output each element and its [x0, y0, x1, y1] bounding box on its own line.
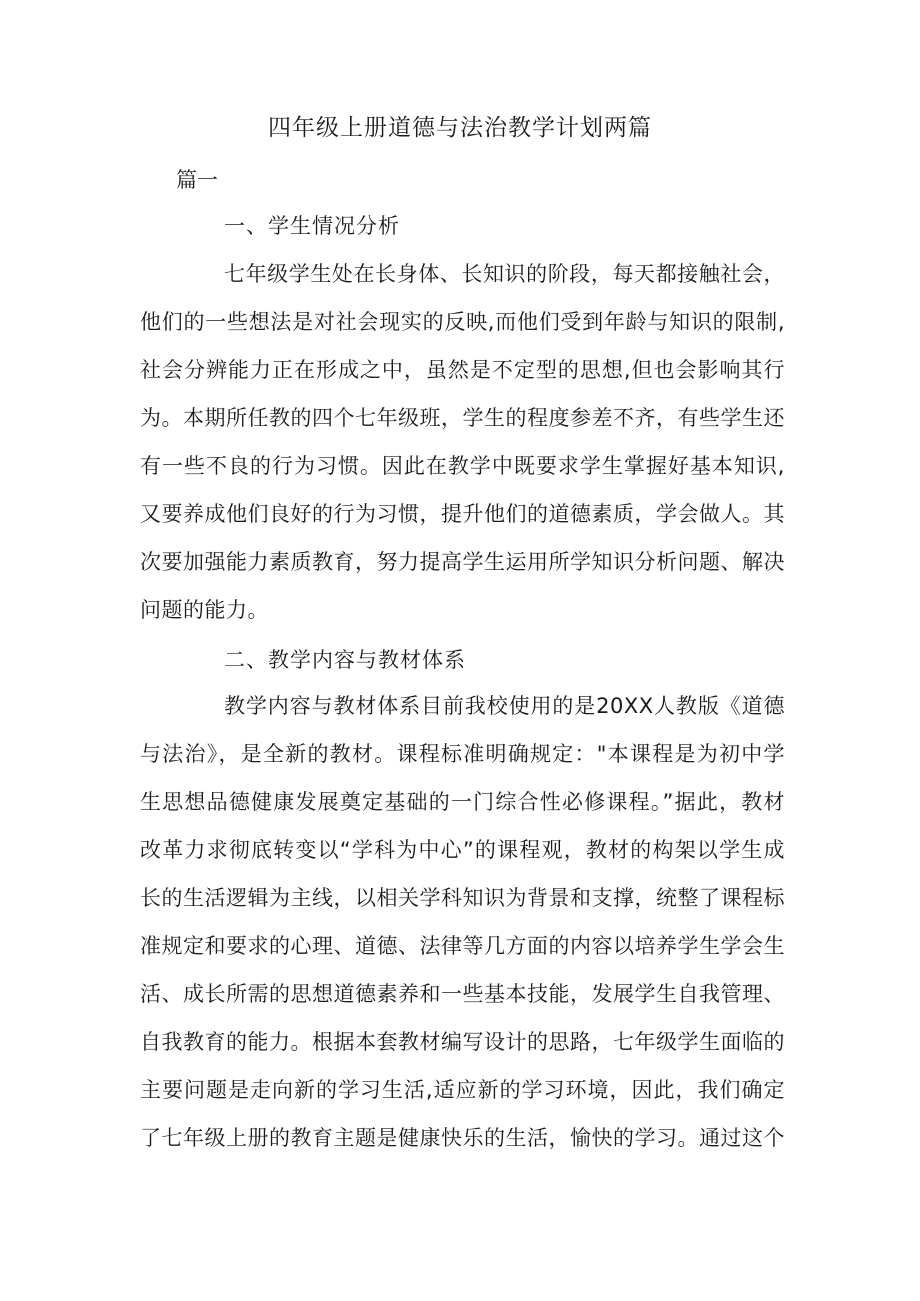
paragraph-line: 有一些不良的行为习惯。因此在教学中既要求学生掌握好基本知识,	[140, 454, 785, 478]
section-paragraph	[140, 682, 785, 1162]
paragraph-line: 活、成长所需的思想道德素养和一些基本技能，发展学生自我管理、	[140, 982, 785, 1006]
paragraph-line: 了七年级上册的教育主题是健康快乐的生活，愉快的学习。通过这个	[140, 1126, 785, 1150]
paragraph-line: 自我教育的能力。根据本套教材编写设计的思路，七年级学生面临的	[140, 1030, 785, 1054]
paragraph-line: 为。本期所任教的四个七年级班，学生的程度参差不齐，有些学生还	[140, 406, 785, 430]
paragraph-line: 长的生活逻辑为主线，以相关学科知识为背景和支撑，统整了课程标	[140, 886, 785, 910]
section-paragraph	[140, 250, 785, 634]
paragraph-line: 与法治》，是全新的教材。课程标准明确规定："本课程是为初中学	[140, 742, 785, 766]
paragraph-line: 教学内容与教材体系目前我校使用的是20XX人教版《道德	[224, 694, 785, 718]
paragraph-line: 又要养成他们良好的行为习惯，提升他们的道德素质，学会做人。其	[140, 502, 785, 526]
paragraph-line: 次要加强能力素质教育，努力提高学生运用所学知识分析问题、解决	[140, 550, 785, 574]
paragraph-line: 七年级学生处在长身体、长知识的阶段，每天都接触社会，	[224, 262, 785, 286]
paragraph-line: 准规定和要求的心理、道德、法律等几方面的内容以培养学生学会生	[140, 934, 785, 958]
part-label: 篇一	[176, 168, 218, 192]
paragraph-line: 社会分辨能力正在形成之中，虽然是不定型的思想,但也会影响其行	[140, 358, 785, 382]
paragraph-line: 主要问题是走向新的学习生活,适应新的学习环境，因此，我们确定	[140, 1078, 785, 1102]
document-title: 四年级上册道德与法治教学计划两篇	[268, 115, 652, 141]
paragraph-line: 生思想品德健康发展奠定基础的一门综合性必修课程。”据此，教材	[140, 790, 785, 814]
paragraph-line: 改革力求彻底转变以“学科为中心”的课程观，教材的构架以学生成	[140, 838, 785, 862]
section-heading: 二、教学内容与教材体系	[224, 648, 466, 672]
paragraph-line: 问题的能力。	[140, 598, 269, 622]
paragraph-line: 他们的一些想法是对社会现实的反映,而他们受到年龄与知识的限制,	[140, 310, 785, 334]
section-heading: 一、学生情况分析	[224, 214, 400, 238]
